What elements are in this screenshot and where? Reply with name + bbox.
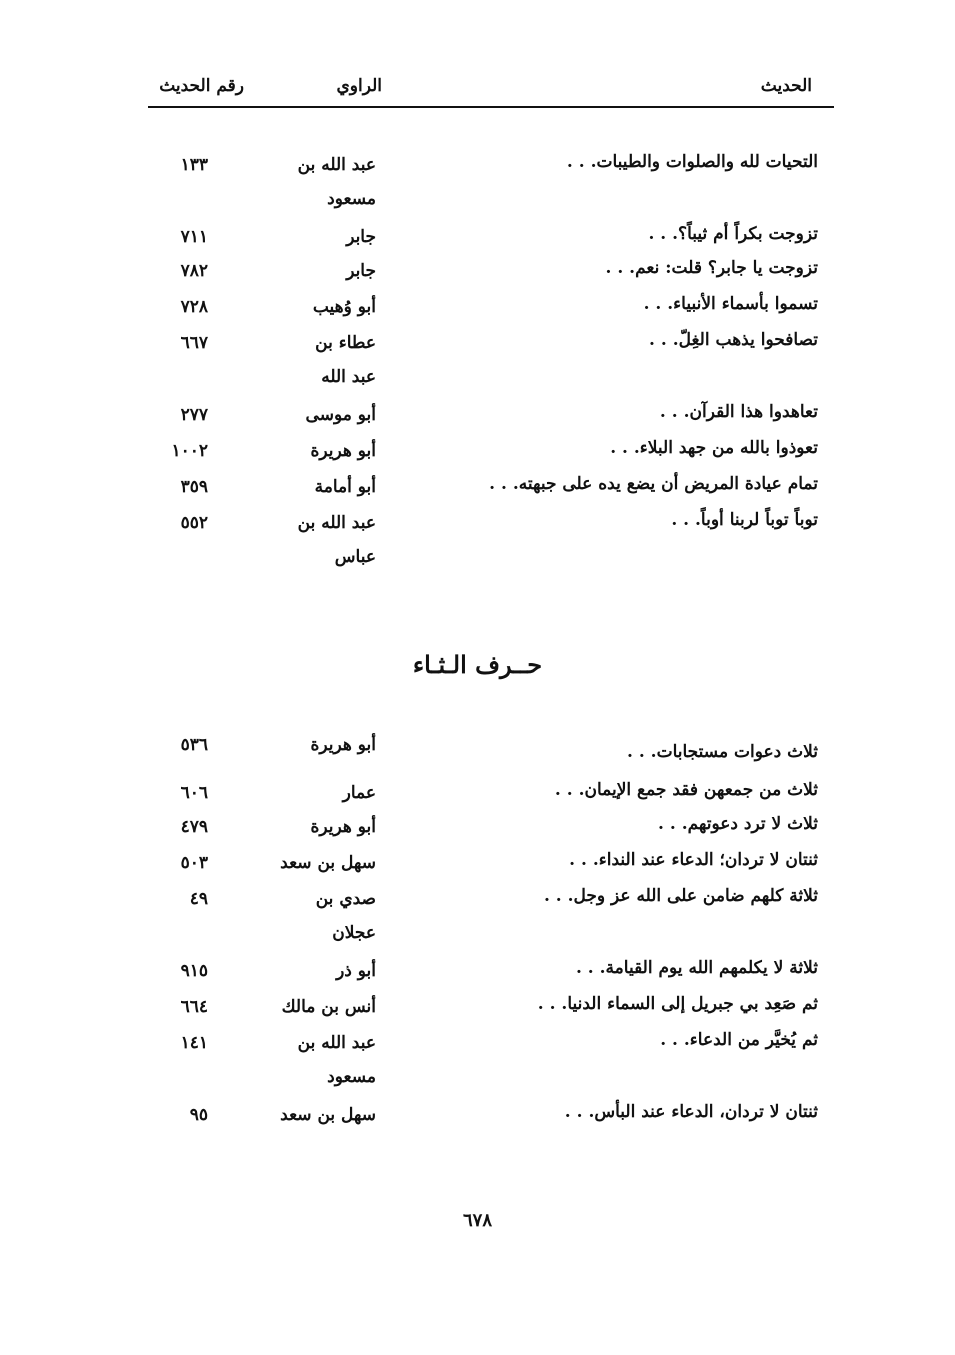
table-row: [148, 728, 828, 762]
rawi-line: جابر: [346, 261, 376, 281]
rawi-name: [246, 1098, 376, 1132]
hadith-text: تعوذوا بالله من جهد البلاء. . .: [610, 438, 818, 458]
hadith-text: تسموا بأسماء الأنبياء. . .: [643, 294, 818, 314]
hadith-text: تعاهدوا هذا القرآن. . .: [659, 402, 818, 422]
rawi-name: [246, 290, 376, 324]
table-row: [148, 846, 828, 880]
section-title: حــرف الـثـاء: [412, 650, 543, 679]
hadith-number: ٥٠٣: [180, 853, 208, 873]
rawi-name: [246, 1026, 376, 1094]
hadith-text: تصافحوا يذهب الغِلّ. . .: [649, 330, 818, 350]
rawi-name: [246, 846, 376, 880]
rawi-line: عبد الله بن: [297, 1033, 376, 1053]
table-row: [148, 398, 828, 432]
table-row: [148, 882, 828, 943]
hadith-text: ثنتان لا تردان، الدعاء عند البأس. . .: [564, 1102, 818, 1122]
rawi-line: أبو هريرة: [310, 735, 376, 755]
rawi-line: أبو موسى: [305, 405, 376, 425]
rawi-line-continued: عباس: [334, 547, 376, 567]
table-row: [148, 810, 828, 844]
hadith-number: ٦٦٧: [180, 333, 208, 353]
table-row: [148, 506, 828, 567]
table-row: [148, 254, 828, 288]
hadith-text: توباً توباً لربنا أوباً. . .: [671, 510, 818, 530]
rawi-name: [246, 990, 376, 1024]
rawi-line: عطاء بن: [315, 333, 376, 353]
header-rawi: الراوي: [336, 76, 382, 96]
hadith-text: ثم صَعِد بي جبريل إلى السماء الدنيا. . .: [537, 994, 818, 1014]
rawi-name: [246, 728, 376, 762]
rawi-line: عبد الله بن: [297, 155, 376, 175]
hadith-text: ثلاثة لا يكلمهم الله يوم القيامة. . .: [575, 958, 818, 978]
table-row: [148, 148, 828, 209]
rawi-name: [246, 810, 376, 844]
hadith-number: ١٠٠٢: [171, 441, 208, 461]
rawi-line: أبو هريرة: [310, 441, 376, 461]
rawi-line: صدي بن: [315, 889, 376, 909]
hadith-number: ٩٥: [189, 1105, 208, 1125]
hadith-text: تزوجت بكراً أم ثيباً؟. . .: [648, 224, 818, 244]
table-row: [148, 1026, 828, 1087]
header-hadith: الحديث: [760, 76, 812, 96]
table-header: [148, 62, 834, 108]
hadith-number: ١٤١: [180, 1033, 208, 1053]
hadith-text: ثلاثة كلهم ضامن على الله عز وجل. . .: [543, 886, 818, 906]
rawi-name: [246, 326, 376, 394]
rawi-line-continued: مسعود: [327, 1067, 376, 1087]
rawi-name: [246, 470, 376, 504]
hadith-number: ٣٥٩: [180, 477, 208, 497]
rawi-name: [246, 220, 376, 254]
hadith-text: ثلاث لا ترد دعوتهم. . .: [658, 814, 818, 834]
rawi-name: [246, 882, 376, 950]
hadith-text: التحيات لله والصلوات والطيبات. . .: [566, 152, 818, 172]
hadith-text: ثلاث دعوات مستجابات. . .: [626, 742, 818, 762]
rawi-line-continued: مسعود: [327, 189, 376, 209]
rawi-name: [246, 148, 376, 216]
rawi-name: [246, 776, 376, 810]
hadith-number: ٥٥٢: [180, 513, 208, 533]
page-number: ٦٧٨: [462, 1210, 492, 1231]
rawi-name: [246, 434, 376, 468]
table-row: [148, 776, 828, 810]
hadith-text: ثلاث من جمعهن فقد جمع الإيمان. . .: [554, 780, 818, 800]
hadith-number: ٤٩: [189, 889, 208, 909]
rawi-line: جابر: [346, 227, 376, 247]
rawi-name: [246, 506, 376, 574]
hadith-number: ٤٧٩: [180, 817, 208, 837]
table-row: [148, 290, 828, 324]
rawi-line: سهل بن سعد: [280, 1105, 376, 1125]
rawi-line: أبو ذر: [336, 961, 376, 981]
rawi-line-continued: عبد الله: [321, 367, 376, 387]
header-number: رقم الحديث: [159, 76, 244, 96]
table-row: [148, 990, 828, 1024]
hadith-number: ٢٧٧: [180, 405, 208, 425]
rawi-name: [246, 398, 376, 432]
table-row: [148, 470, 828, 504]
hadith-number: ٧٨٢: [180, 261, 208, 281]
hadith-number: ٦٠٦: [180, 783, 208, 803]
hadith-number: ٥٣٦: [180, 735, 208, 755]
rawi-line: أنس بن مالك: [281, 997, 376, 1017]
hadith-number: ٩١٥: [180, 961, 208, 981]
table-row: [148, 1098, 828, 1132]
rawi-line: أبو وُهيب: [312, 297, 376, 317]
hadith-text: ثنتان لا تردان؛ الدعاء عند النداء. . .: [569, 850, 818, 870]
table-row: [148, 220, 828, 254]
rawi-line: أبو هريرة: [310, 817, 376, 837]
rawi-name: [246, 954, 376, 988]
rawi-line: عمار: [342, 783, 376, 803]
rawi-name: [246, 254, 376, 288]
rawi-line: أبو أمامة: [314, 477, 376, 497]
hadith-text: تزوجت يا جابر؟ قلت: نعم. . .: [605, 258, 818, 278]
hadith-number: ٧٢٨: [180, 297, 208, 317]
rawi-line: سهل بن سعد: [280, 853, 376, 873]
rawi-line-continued: عجلان: [332, 923, 376, 943]
table-row: [148, 434, 828, 468]
table-row: [148, 954, 828, 988]
rawi-line: عبد الله بن: [297, 513, 376, 533]
hadith-number: ٦٦٤: [180, 997, 208, 1017]
hadith-number: ١٣٣: [180, 155, 208, 175]
hadith-number: ٧١١: [180, 227, 208, 247]
table-row: [148, 326, 828, 387]
hadith-text: ثم يُخيَّر من الدعاء. . .: [660, 1030, 818, 1050]
hadith-text: تمام عيادة المريض أن يضع يده على جبهته. . .: [489, 474, 818, 494]
